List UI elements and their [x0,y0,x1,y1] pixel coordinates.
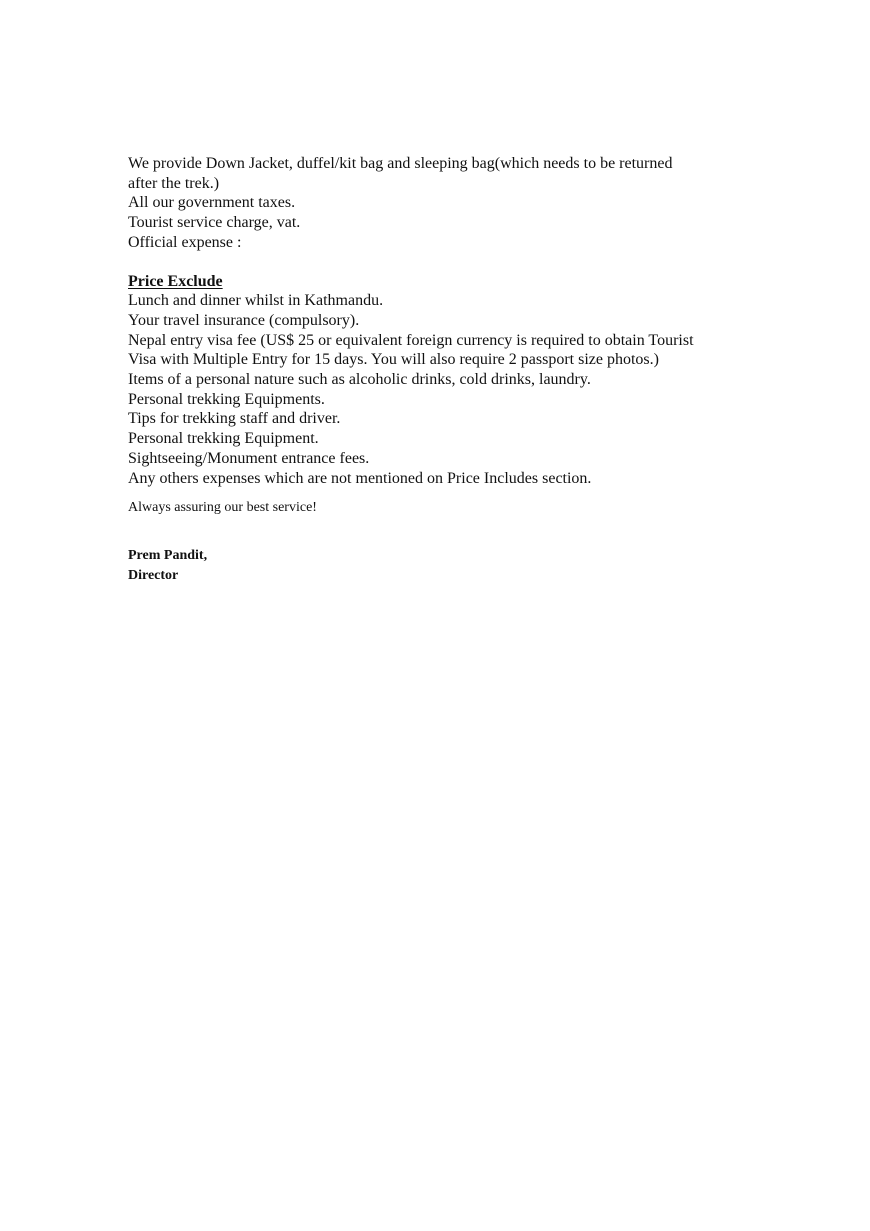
includes-continuation [128,154,768,253]
exclude-item: Personal trekking Equipments. [128,390,325,408]
document-body [128,154,768,586]
closing-line: Always assuring our best service! [128,500,317,516]
exclude-item: Your travel insurance (compulsory). [128,311,360,329]
include-line: after the trek.) [128,174,220,192]
section-gap [128,253,768,272]
exclude-item: Tips for trekking staff and driver. [128,410,341,428]
exclude-item: Nepal entry visa fee (US$ 25 or equivalent foreign currency is required to obtain Tourist [128,331,694,349]
exclude-item: Any others expenses which are not mentioned on Price Includes section. [128,469,592,487]
include-line: We provide Down Jacket, duffel/kit bag and sleeping bag(which needs to be returned [128,155,673,172]
signature-block [128,546,768,586]
include-line: Tourist service charge, vat. [128,214,301,232]
signatory-name: Prem Pandit, [128,548,208,564]
include-line: Official expense : [128,233,242,251]
signatory-title: Director [128,568,179,584]
price-exclude-heading: Price Exclude [128,272,223,290]
exclude-item: Lunch and dinner whilst in Kathmandu. [128,292,384,310]
price-exclude-section [128,272,768,489]
exclude-item: Personal trekking Equipment. [128,430,319,448]
exclude-item: Visa with Multiple Entry for 15 days. You will also require 2 passport size photos.) [128,351,659,369]
exclude-item: Sightseeing/Monument entrance fees. [128,449,370,467]
exclude-item: Items of a personal nature such as alcoholic drinks, cold drinks, laundry. [128,371,591,389]
include-line: All our government taxes. [128,194,296,212]
